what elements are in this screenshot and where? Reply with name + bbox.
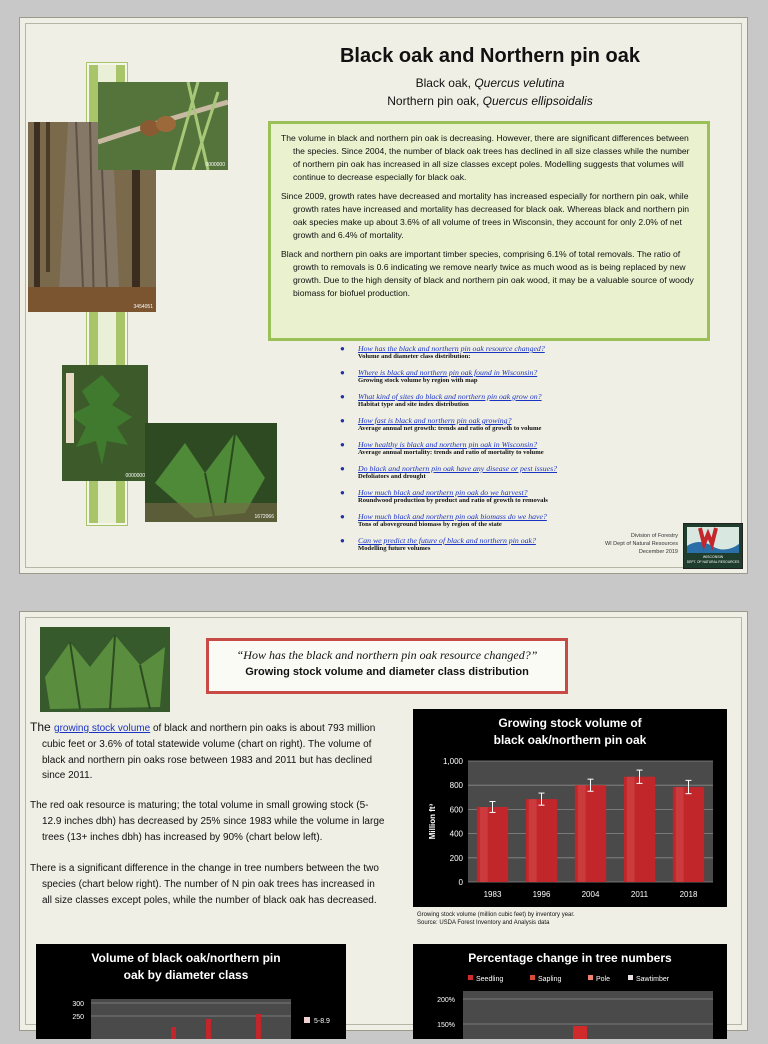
question-description: Volume and diameter class distribution: (358, 353, 471, 360)
bullet-icon: ● (340, 512, 345, 521)
bullet-icon: ● (340, 392, 345, 401)
question-link[interactable]: Can we predict the future of black and northern pin oak? (358, 536, 536, 545)
question-link[interactable]: How much black and northern pin oak do we harvest? (358, 488, 528, 497)
bar-highlight (578, 785, 586, 882)
oak-leaf-photo (62, 365, 148, 481)
question-description: Growing stock volume by region with map (358, 377, 478, 384)
question-description: Average annual net growth: trends and ratio of growth to volume (358, 425, 542, 432)
photo-id-tag: 0000000 (125, 473, 145, 479)
list-item (340, 368, 650, 392)
x-tick-label: 1983 (483, 890, 502, 899)
chart-title: oak by diameter class (123, 968, 249, 982)
y-tick-label: 200% (437, 997, 455, 1004)
bullet-icon: ● (340, 416, 345, 425)
legend-label: Sapling (538, 976, 562, 983)
logo-text: DEPT. OF NATURAL RESOURCES (686, 560, 740, 564)
chart-title: Percentage change in tree numbers (468, 951, 672, 965)
summary-box (268, 121, 710, 341)
bullet-icon: ● (340, 464, 345, 473)
list-item (340, 392, 650, 416)
photo-id-tag: 0000000 (205, 162, 225, 168)
bullet-icon: ● (340, 368, 345, 377)
question-description: Modelling future volumes (358, 545, 431, 552)
legend-swatch (628, 975, 633, 980)
scientific-name: Quercus ellipsoidalis (482, 94, 593, 108)
chart-title: Growing stock volume of (498, 716, 642, 730)
growing-stock-chart-svg (413, 709, 727, 907)
section-question: “How has the black and northern pin oak resource changed?” (236, 648, 538, 662)
bar (171, 1027, 176, 1039)
photo-id-tag: 1672066 (254, 514, 274, 520)
paragraph-text: of black and northern pin oaks is about 793 million cubic feet or 3.6% of total statewide volume (chart on right). The volume of black and northern pin oaks rose between 1983 and 2011 but has declined since 2011. (42, 723, 376, 782)
logo-text: WISCONSIN (702, 555, 724, 559)
question-link[interactable]: What kind of sites do black and northern pin oak grow on? (358, 392, 542, 401)
growing-stock-volume-link[interactable]: growing stock volume (54, 723, 151, 734)
paragraph-volume (30, 720, 385, 784)
chart-title: Volume of black oak/northern pin (91, 951, 281, 965)
chart-title: black oak/northern pin oak (493, 733, 647, 747)
species-line-black-oak (320, 76, 660, 90)
division-credit (580, 532, 678, 556)
question-description: Habitat type and site index distribution (358, 401, 469, 408)
bar (206, 1019, 211, 1039)
scientific-name: Quercus velutina (474, 76, 565, 90)
list-item (340, 344, 650, 368)
bullet-icon: ● (340, 536, 345, 545)
section-subtitle: Growing stock volume and diameter class distribution (245, 666, 529, 678)
paragraph-text: There is a significant difference in the change in tree numbers between the two species (chart below right). The number of N pin oak trees has increased in all size classes except poles, while the number of black oak has decreased. (30, 863, 379, 906)
question-description: Defoliators and drought (358, 473, 426, 480)
legend-label: Pole (596, 976, 611, 983)
question-link[interactable]: Do black and northern pin oak have any disease or pest issues? (358, 464, 558, 473)
question-link[interactable]: How fast is black and northern pin oak growing? (358, 416, 512, 425)
oak-leaves-photo (40, 627, 170, 712)
division-line: Division of Forestry (630, 533, 678, 539)
wdnr-logo (683, 523, 743, 569)
y-tick-label: 600 (449, 805, 463, 815)
y-tick-label: 300 (72, 1001, 84, 1008)
division-line: December 2019 (638, 549, 678, 555)
x-tick-label: 2018 (679, 890, 698, 899)
legend-label: Sawtimber (636, 976, 670, 983)
common-name: Black oak, (415, 76, 475, 90)
list-item (340, 464, 650, 488)
list-item (340, 440, 650, 464)
y-axis-label: Million ft³ (428, 803, 437, 840)
species-line-pin-oak (320, 94, 660, 108)
photo-id-tag: 3454051 (133, 304, 153, 310)
legend-swatch (530, 975, 535, 980)
acorn-photo (98, 82, 228, 170)
y-tick-label: 800 (449, 781, 463, 791)
plot-area (463, 991, 713, 1039)
legend-swatch (588, 975, 593, 980)
question-link[interactable]: How much black and northern pin oak biomass do we have? (358, 512, 547, 521)
bar-highlight (627, 777, 635, 882)
legend-label: 5-8.9 (314, 1018, 330, 1025)
source-line: Growing stock volume (million cubic feet) by inventory year. (417, 912, 575, 918)
list-item (340, 416, 650, 440)
diameter-class-chart-svg (36, 944, 346, 1039)
tree-numbers-chart-svg (413, 944, 727, 1039)
diameter-class-chart (36, 944, 346, 1039)
bar-highlight (480, 807, 488, 882)
y-tick-label: 250 (72, 1014, 84, 1021)
page-title: Black oak and Northern pin oak (339, 45, 641, 67)
bullet-icon: ● (340, 488, 345, 497)
slide-overview (19, 17, 748, 574)
common-name: Northern pin oak, (387, 94, 483, 108)
y-tick-label: 1,000 (442, 757, 463, 766)
paragraph-maturing (30, 798, 385, 845)
y-tick-label: 0 (458, 878, 463, 887)
question-link[interactable]: How has the black and northern pin oak resource changed? (358, 344, 545, 353)
x-tick-label: 2011 (630, 890, 649, 899)
y-tick-label: 150% (437, 1022, 455, 1029)
x-tick-label: 2004 (581, 890, 600, 899)
summary-paragraph: The volume in black and northern pin oak is decreasing. However, there are significant differences between the species. Since 2004, the number of black oak trees has declined in all size classes while the number of northern pin oak has increased in all size classes except poles. Modelling suggests that volumes will continue to decrease especially for black oak. (281, 133, 690, 182)
section-header (206, 638, 568, 694)
summary-paragraph: Since 2009, growth rates have decreased and mortality has increased especially for northern pin oak, while growth rates have increased and mortality has decreased for black oak. Whereas black and northern pin oak species make up about 3.6% of all volume of trees in Wisconsin, they account for only 2.0% of net growth and 6.4% of mortality. (281, 191, 690, 240)
legend-label: Seedling (476, 976, 504, 983)
question-description: Tons of aboveground biomass by region of the state (358, 521, 502, 528)
source-line: Source: USDA Forest Inventory and Analysis data (417, 920, 550, 926)
bullet-icon: ● (340, 440, 345, 449)
y-tick-label: 200 (449, 853, 463, 863)
list-item (340, 488, 650, 512)
legend-swatch (304, 1017, 310, 1023)
question-list (340, 344, 650, 560)
bar (256, 1014, 261, 1039)
oak-foliage-photo (145, 423, 277, 522)
question-link[interactable]: How healthy is black and northern pin oak in Wisconsin? (358, 440, 538, 449)
legend-swatch (468, 975, 473, 980)
y-tick-label: 400 (449, 829, 463, 839)
paragraph-lead: The (30, 720, 55, 734)
paragraph-text: The red oak resource is maturing; the total volume in small growing stock (5-12.9 inches dbh) has decreased by 25% since 1983 while the volume in large trees (13+ inches dbh) has increased by 90% (chart below left). (30, 800, 385, 843)
paragraph-tree-numbers (30, 861, 385, 908)
growing-stock-chart (413, 709, 727, 907)
question-link[interactable]: Where is black and northern pin oak found in Wisconsin? (358, 368, 538, 377)
question-description: Roundwood production by product and ratio of growth to removals (358, 497, 548, 504)
slide-resource-change (19, 611, 748, 1031)
summary-paragraph: Black and northern pin oaks are important timber species, comprising 6.1% of total removals. The ratio of growth to removals is 0.6 indicating we remove nearly twice as much wood as is being replaced by new growth. Due to the high density of black and northern pin oak wood, it may be a valuable source of woody biomass for biofuel production. (281, 249, 694, 298)
bar-highlight (529, 799, 537, 882)
tree-numbers-chart (413, 944, 727, 1039)
bar-highlight (676, 787, 684, 882)
chart-source-note (417, 911, 575, 927)
question-description: Average annual mortality: trends and ratio of mortality to volume (358, 449, 544, 456)
x-tick-label: 1996 (532, 890, 551, 899)
division-line: WI Dept of Natural Resources (604, 541, 678, 547)
bar (573, 1026, 587, 1039)
bullet-icon: ● (340, 344, 345, 353)
